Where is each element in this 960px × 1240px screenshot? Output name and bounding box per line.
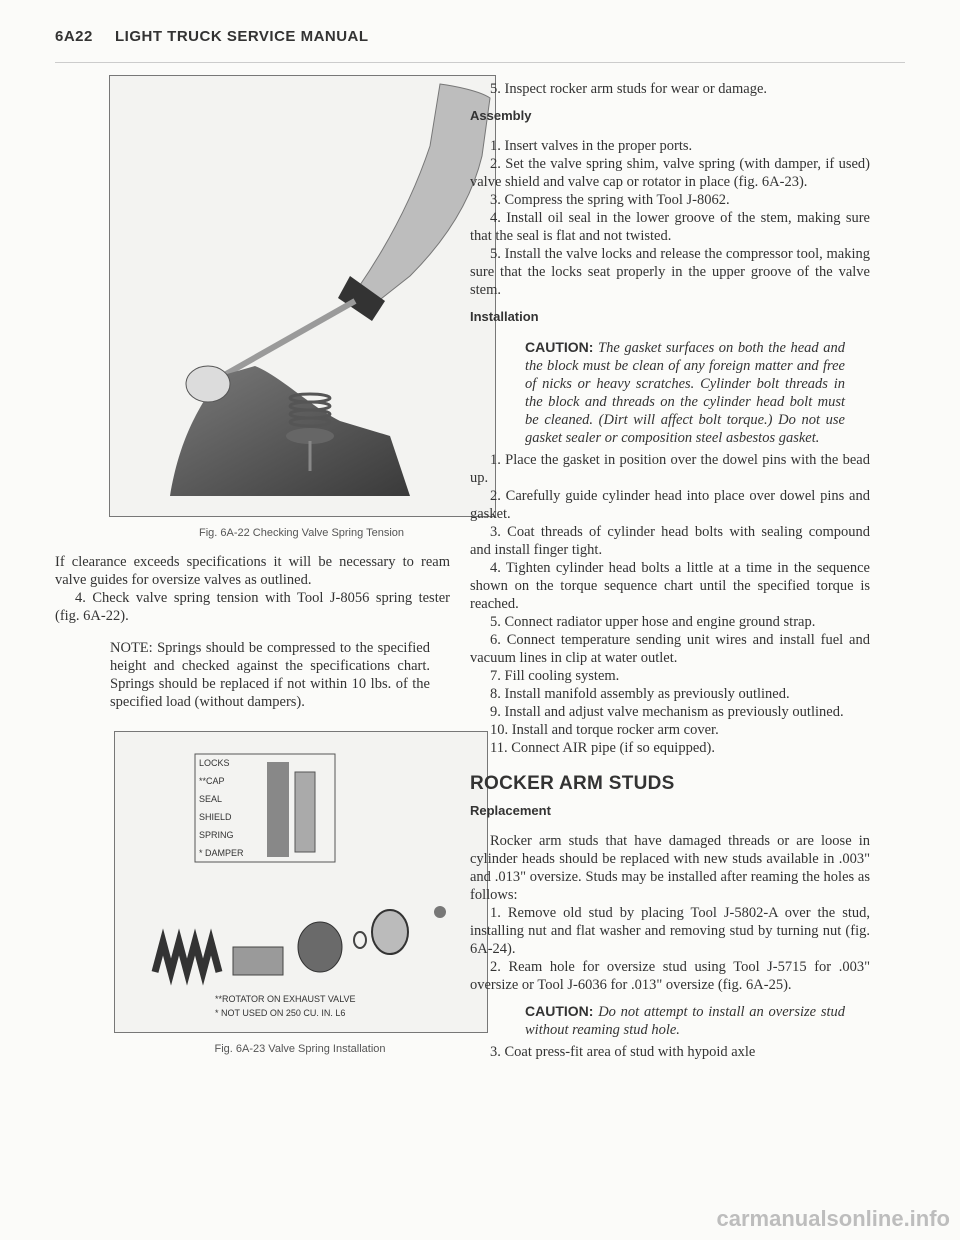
figure-valve-spring-installation — [114, 731, 488, 1033]
step-check-spring-tension: 4. Check valve spring tension with Tool J-8056 spring tester (fig. 6A-22). — [55, 590, 450, 624]
assembly-step-5: 5. Install the valve locks and release the compressor tool, making sure that the locks seat properly in the upper groove of the valve stem. — [470, 246, 870, 298]
assembly-step-4: 4. Install oil seal in the lower groove of the stem, making sure that the seal is flat and not twisted. — [470, 210, 870, 244]
installation-step-11: 11. Connect AIR pipe (if so equipped). — [490, 740, 715, 756]
paragraph-ream-guides: If clearance exceeds specifications it will be necessary to ream valve guides for oversize valves as outlined. — [55, 554, 450, 588]
assembly-step-3: 3. Compress the spring with Tool J-8062. — [490, 192, 730, 208]
installation-step-5: 5. Connect radiator upper hose and engine ground strap. — [490, 614, 816, 630]
note-spring-compression: NOTE: Springs should be compressed to the specified height and checked against the specifications chart. Springs should be replaced if not within 10 lbs. of the specified load (without dampers). — [110, 640, 430, 710]
callout-shield: SHIELD — [199, 812, 232, 822]
spring-tester-illustration — [110, 76, 495, 516]
replacement-step-1: 1. Remove old stud by placing Tool J-5802-A over the stud, installing nut and flat washer and removing stud by turning nut (fig. 6A-24). — [470, 905, 870, 957]
callout-spring: SPRING — [199, 830, 234, 840]
note-not-used: * NOT USED ON 250 CU. IN. L6 — [215, 1008, 346, 1018]
caution-label-2: CAUTION: — [525, 1003, 594, 1019]
page-header — [55, 28, 905, 54]
page-number: 6A22 — [55, 28, 93, 45]
valve-spring-illustration — [115, 732, 487, 1032]
installation-step-7: 7. Fill cooling system. — [490, 668, 620, 684]
caution-text: The gasket surfaces on both the head and the block must be clean of any foreign matter and free of nicks or heavy scratches. Cylinder bolt threads in the block and threads on the cylinder head bolt must be cleaned. (Dirt will affect bolt torque.) Do not use gasket sealer or composition steel asbestos gasket. — [525, 340, 845, 446]
installation-step-9: 9. Install and adjust valve mechanism as previously outlined. — [490, 704, 844, 720]
heading-installation: Installation — [470, 309, 539, 324]
assembly-step-2: 2. Set the valve spring shim, valve spring (with damper, if used) valve shield and valve cap or rotator in place (fig. 6A-23). — [470, 156, 870, 190]
left-column — [55, 75, 450, 1055]
callout-damper: * DAMPER — [199, 848, 244, 858]
header-divider — [55, 62, 905, 63]
heading-assembly: Assembly — [470, 108, 532, 123]
callout-cap: **CAP — [199, 776, 225, 786]
installation-step-10: 10. Install and torque rocker arm cover. — [490, 722, 719, 738]
caution-label: CAUTION: — [525, 339, 594, 355]
caution-text-2: Do not attempt to install an oversize stud without reaming stud hole. — [525, 1004, 845, 1038]
replacement-step-2: 2. Ream hole for oversize stud using Tool J-5715 for .003" oversize or Tool J-6036 for .013" oversize (fig. 6A-25). — [470, 959, 870, 993]
manual-title: LIGHT TRUCK SERVICE MANUAL — [115, 28, 369, 45]
replacement-step-3: 3. Coat press-fit area of stud with hypoid axle — [490, 1044, 756, 1060]
installation-step-8: 8. Install manifold assembly as previously outlined. — [490, 686, 790, 702]
callout-seal: SEAL — [199, 794, 223, 804]
right-column — [470, 80, 870, 1061]
figure-caption-6a-23: Fig. 6A-23 Valve Spring Installation — [214, 1043, 386, 1055]
installation-step-2: 2. Carefully guide cylinder head into place over dowel pins and gasket. — [470, 488, 870, 522]
caution-oversize-stud — [525, 1002, 845, 1039]
installation-step-3: 3. Coat threads of cylinder head bolts with sealing compound and install finger tight. — [470, 524, 870, 558]
figure-spring-tester — [109, 75, 496, 517]
installation-step-6: 6. Connect temperature sending unit wires and install fuel and vacuum lines in clip at water outlet. — [470, 632, 870, 666]
installation-step-1: 1. Place the gasket in position over the dowel pins with the bead up. — [470, 452, 870, 486]
replacement-intro: Rocker arm studs that have damaged threads or are loose in cylinder heads should be replaced with new studs available in .003" and .013" oversize. Studs may be installed after reaming the holes as follows: — [470, 833, 870, 903]
callout-locks: LOCKS — [199, 758, 230, 768]
heading-replacement: Replacement — [470, 803, 551, 818]
caution-gasket — [525, 338, 845, 447]
heading-rocker-arm-studs: ROCKER ARM STUDS — [470, 773, 675, 794]
figure-caption-6a-22: Fig. 6A-22 Checking Valve Spring Tension — [198, 527, 405, 539]
watermark: carmanualsonline.info — [716, 1206, 950, 1231]
installation-step-4: 4. Tighten cylinder head bolts a little at a time in the sequence shown on the torque sequence chart until the specified torque is reached. — [470, 560, 870, 612]
assembly-step-1: 1. Insert valves in the proper ports. — [490, 138, 693, 154]
step-inspect-studs: 5. Inspect rocker arm studs for wear or damage. — [490, 81, 768, 97]
note-rotator: **ROTATOR ON EXHAUST VALVE — [215, 994, 356, 1004]
